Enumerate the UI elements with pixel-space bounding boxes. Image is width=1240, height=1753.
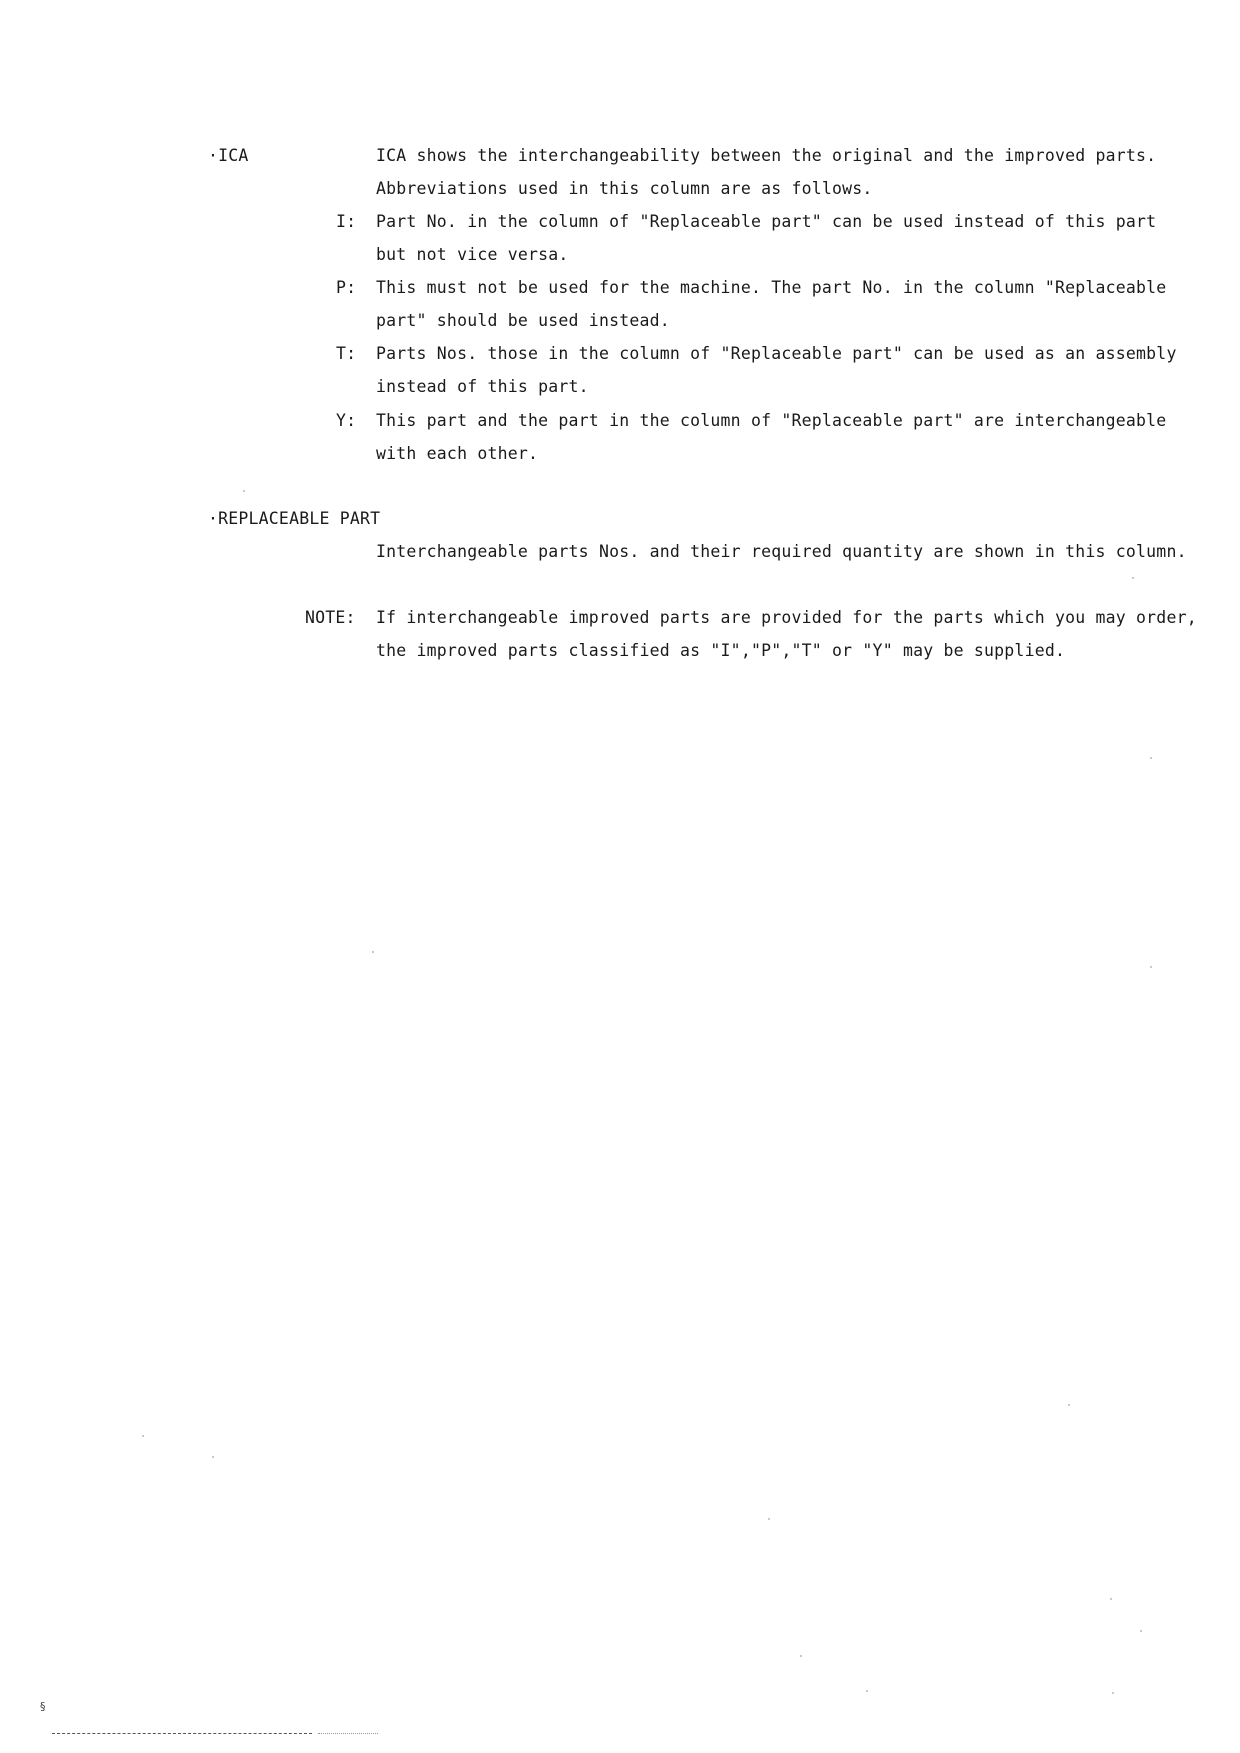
scan-speck bbox=[212, 1456, 214, 1458]
footer-rule-tail bbox=[318, 1733, 378, 1734]
ica-code-y: Y: bbox=[336, 411, 357, 430]
replaceable-text: Interchangeable parts Nos. and their required quantity are shown in this column. bbox=[376, 542, 1187, 561]
footer-rule bbox=[52, 1733, 312, 1734]
ica-code-p: P: bbox=[336, 278, 357, 297]
ica-item-p-line-2: part" should be used instead. bbox=[376, 311, 670, 330]
scan-speck bbox=[142, 1435, 144, 1437]
ica-item-t-line-2: instead of this part. bbox=[376, 377, 589, 396]
ica-intro-line-2: Abbreviations used in this column are as follows. bbox=[376, 179, 873, 198]
ica-heading: ·ICA bbox=[208, 146, 249, 165]
scan-speck bbox=[1112, 1692, 1114, 1694]
ica-code-i: I: bbox=[336, 212, 357, 231]
ica-item-y-line-2: with each other. bbox=[376, 444, 539, 463]
ica-item-i-line-2: but not vice versa. bbox=[376, 245, 569, 264]
ica-item-y-line-1: This part and the part in the column of "Replaceable part" are interchangeable bbox=[376, 411, 1167, 430]
scan-speck bbox=[1150, 966, 1152, 968]
note-line-1: If interchangeable improved parts are provided for the parts which you may order, bbox=[376, 608, 1197, 627]
note-label: NOTE: bbox=[305, 608, 356, 627]
ica-code-t: T: bbox=[336, 344, 357, 363]
footer-mark: § bbox=[40, 1700, 46, 1713]
scan-speck bbox=[243, 490, 245, 492]
ica-intro-line-1: ICA shows the interchangeability between the original and the improved parts. bbox=[376, 146, 1157, 165]
scan-speck bbox=[768, 1518, 770, 1520]
ica-item-i-line-1: Part No. in the column of "Replaceable part" can be used instead of this part bbox=[376, 212, 1157, 231]
replaceable-heading: ·REPLACEABLE PART bbox=[208, 509, 381, 528]
scan-speck bbox=[372, 951, 374, 953]
scan-speck bbox=[1150, 757, 1152, 759]
ica-item-p-line-1: This must not be used for the machine. The part No. in the column "Replaceable bbox=[376, 278, 1167, 297]
scan-speck bbox=[866, 1690, 868, 1692]
scan-speck bbox=[1132, 577, 1134, 579]
scan-speck bbox=[1068, 1404, 1070, 1406]
scan-speck bbox=[1140, 1630, 1142, 1632]
scan-speck bbox=[1110, 1598, 1112, 1600]
ica-item-t-line-1: Parts Nos. those in the column of "Replaceable part" can be used as an assembly bbox=[376, 344, 1177, 363]
scan-speck bbox=[800, 1655, 802, 1657]
note-line-2: the improved parts classified as "I","P","T" or "Y" may be supplied. bbox=[376, 641, 1066, 660]
